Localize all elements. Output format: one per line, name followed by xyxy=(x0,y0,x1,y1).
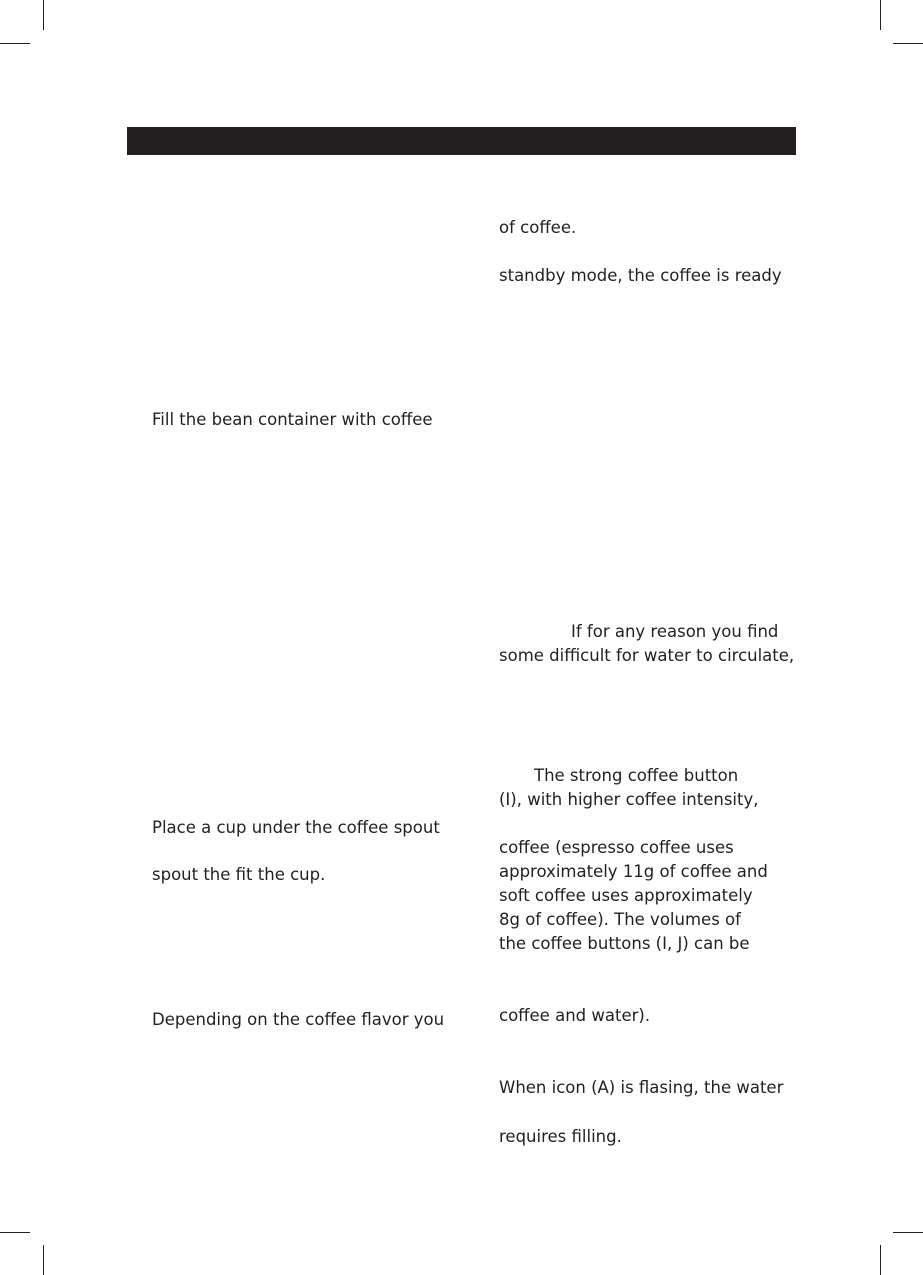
crop-mark-bottom-left-horizontal xyxy=(0,1232,30,1233)
right-text-line: the coffee buttons (I, J) can be xyxy=(499,934,750,953)
right-text-line: of coffee. xyxy=(499,218,577,237)
left-text-line: spout the fit the cup. xyxy=(152,865,326,884)
right-text-line: standby mode, the coffee is ready xyxy=(499,266,782,285)
crop-mark-top-right-vertical xyxy=(880,0,881,30)
right-text-line: some difficult for water to circulate, xyxy=(499,646,795,665)
right-text-line: coffee and water). xyxy=(499,1006,651,1025)
right-text-line: 8g of coffee). The volumes of xyxy=(499,910,741,929)
right-text-line: approximately 11g of coffee and xyxy=(499,862,768,881)
left-text-line: Place a cup under the coffee spout xyxy=(152,818,440,837)
right-text-line: requires filling. xyxy=(499,1127,622,1146)
crop-mark-top-left-vertical xyxy=(43,0,44,30)
crop-mark-top-right-horizontal xyxy=(893,43,923,44)
right-text-line: If for any reason you find xyxy=(571,622,779,641)
left-text-line: Fill the bean container with coffee xyxy=(152,410,433,429)
crop-mark-bottom-left-vertical xyxy=(43,1245,44,1275)
right-text-line: When icon (A) is flasing, the water xyxy=(499,1078,784,1097)
section-header-bar xyxy=(127,127,796,155)
crop-mark-bottom-right-horizontal xyxy=(893,1232,923,1233)
crop-mark-bottom-right-vertical xyxy=(880,1245,881,1275)
right-text-line: soft coffee uses approximately xyxy=(499,886,753,905)
right-text-line: The strong coffee button xyxy=(534,766,739,785)
left-text-line: Depending on the coffee flavor you xyxy=(152,1010,445,1029)
right-text-line: (I), with higher coffee intensity, xyxy=(499,790,759,809)
crop-mark-top-left-horizontal xyxy=(0,43,30,44)
right-text-line: coffee (espresso coffee uses xyxy=(499,838,734,857)
